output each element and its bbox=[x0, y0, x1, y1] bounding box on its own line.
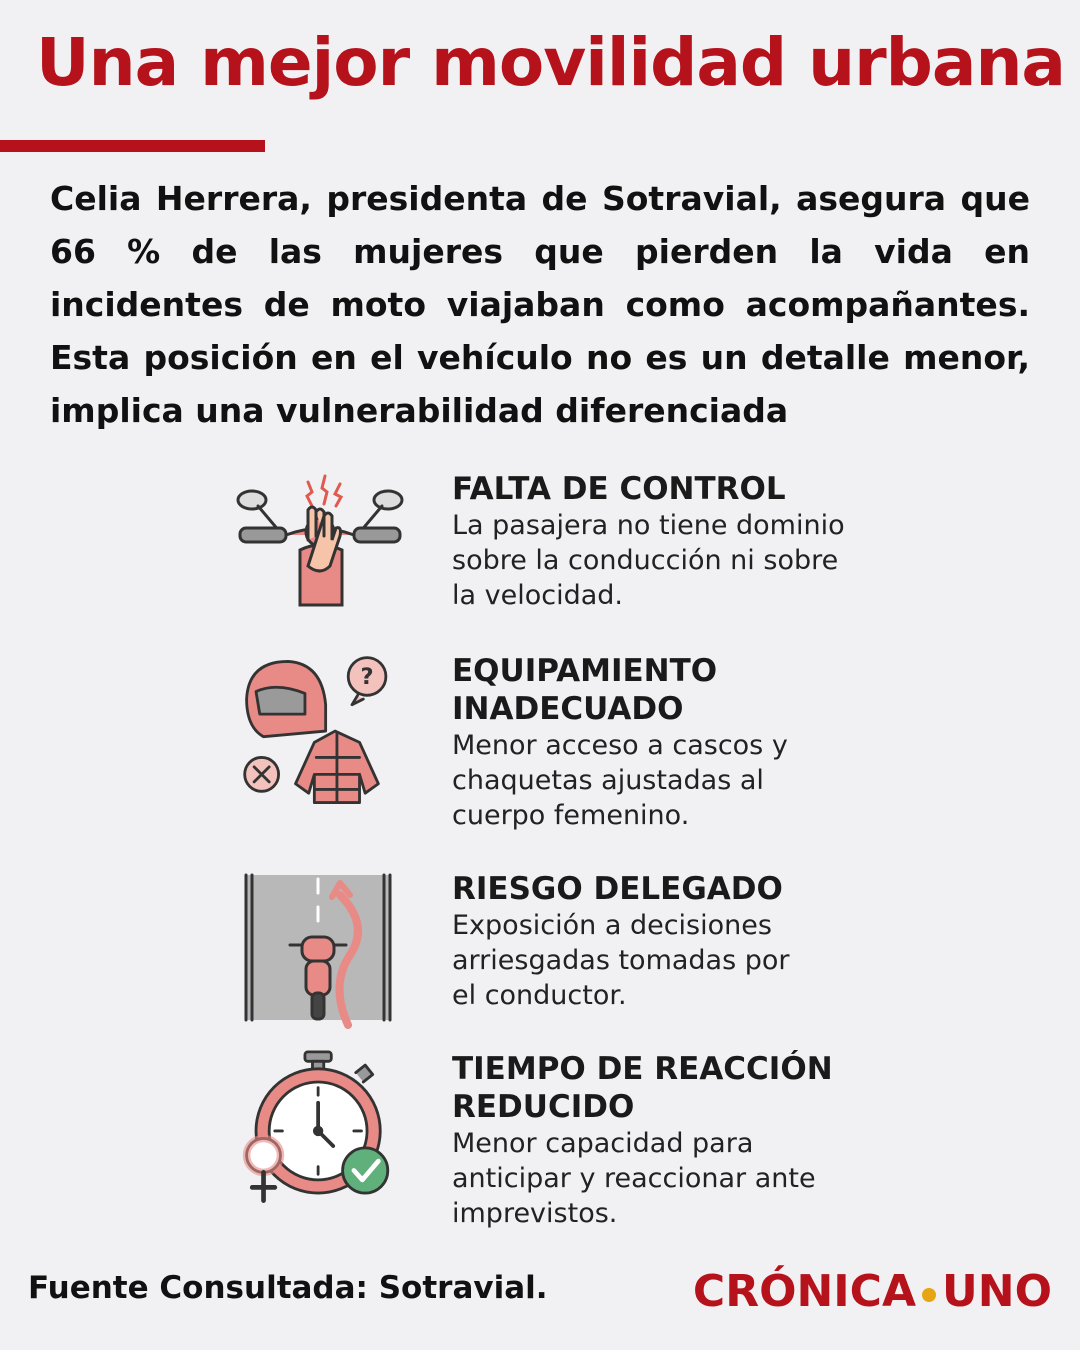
road-swerve-icon bbox=[230, 870, 410, 1030]
item-description: Menor acceso a cascos y chaquetas ajustadas al cuerpo femenino. bbox=[452, 730, 788, 831]
logo-text-left: CRÓNICA bbox=[692, 1266, 917, 1317]
cronica-uno-logo bbox=[693, 1266, 1052, 1317]
item-title: TIEMPO DE REACCIÓN REDUCIDO bbox=[452, 1051, 833, 1125]
helmet-jacket-icon bbox=[230, 652, 410, 812]
item-title: EQUIPAMIENTO INADECUADO bbox=[452, 653, 718, 727]
item-riesgo-delegado bbox=[230, 870, 930, 1040]
item-title: FALTA DE CONTROL bbox=[452, 471, 786, 507]
item-equipamiento-inadecuado bbox=[230, 652, 930, 831]
logo-text-right: UNO bbox=[942, 1266, 1052, 1317]
svg-text:?: ? bbox=[360, 664, 374, 690]
item-falta-de-control bbox=[230, 470, 930, 640]
item-description: Exposición a decisiones arriesgadas tomadas por el conductor. bbox=[452, 910, 790, 1011]
item-tiempo-de-reaccion bbox=[230, 1050, 930, 1229]
page-title: Una mejor movilidad urbana bbox=[36, 24, 1065, 101]
stopwatch-female-icon bbox=[230, 1050, 410, 1210]
intro-paragraph: Celia Herrera, presidenta de Sotravial, asegura que 66 % de las mujeres que pierden la vida en incidentes de moto viajaban como acompañantes. Esta posición en el vehículo no es un detalle menor, implica una vulnerabilidad diferenciada bbox=[50, 179, 1030, 430]
item-description: Menor capacidad para anticipar y reaccionar ante imprevistos. bbox=[452, 1128, 816, 1229]
title-underline bbox=[0, 140, 265, 152]
item-title: RIESGO DELEGADO bbox=[452, 871, 783, 907]
motorcycle-handlebar-hand-icon bbox=[230, 470, 410, 630]
logo-dot bbox=[922, 1288, 936, 1302]
item-description: La pasajera no tiene dominio sobre la conducción ni sobre la velocidad. bbox=[452, 510, 845, 611]
source-note: Fuente Consultada: Sotravial. bbox=[28, 1270, 548, 1306]
